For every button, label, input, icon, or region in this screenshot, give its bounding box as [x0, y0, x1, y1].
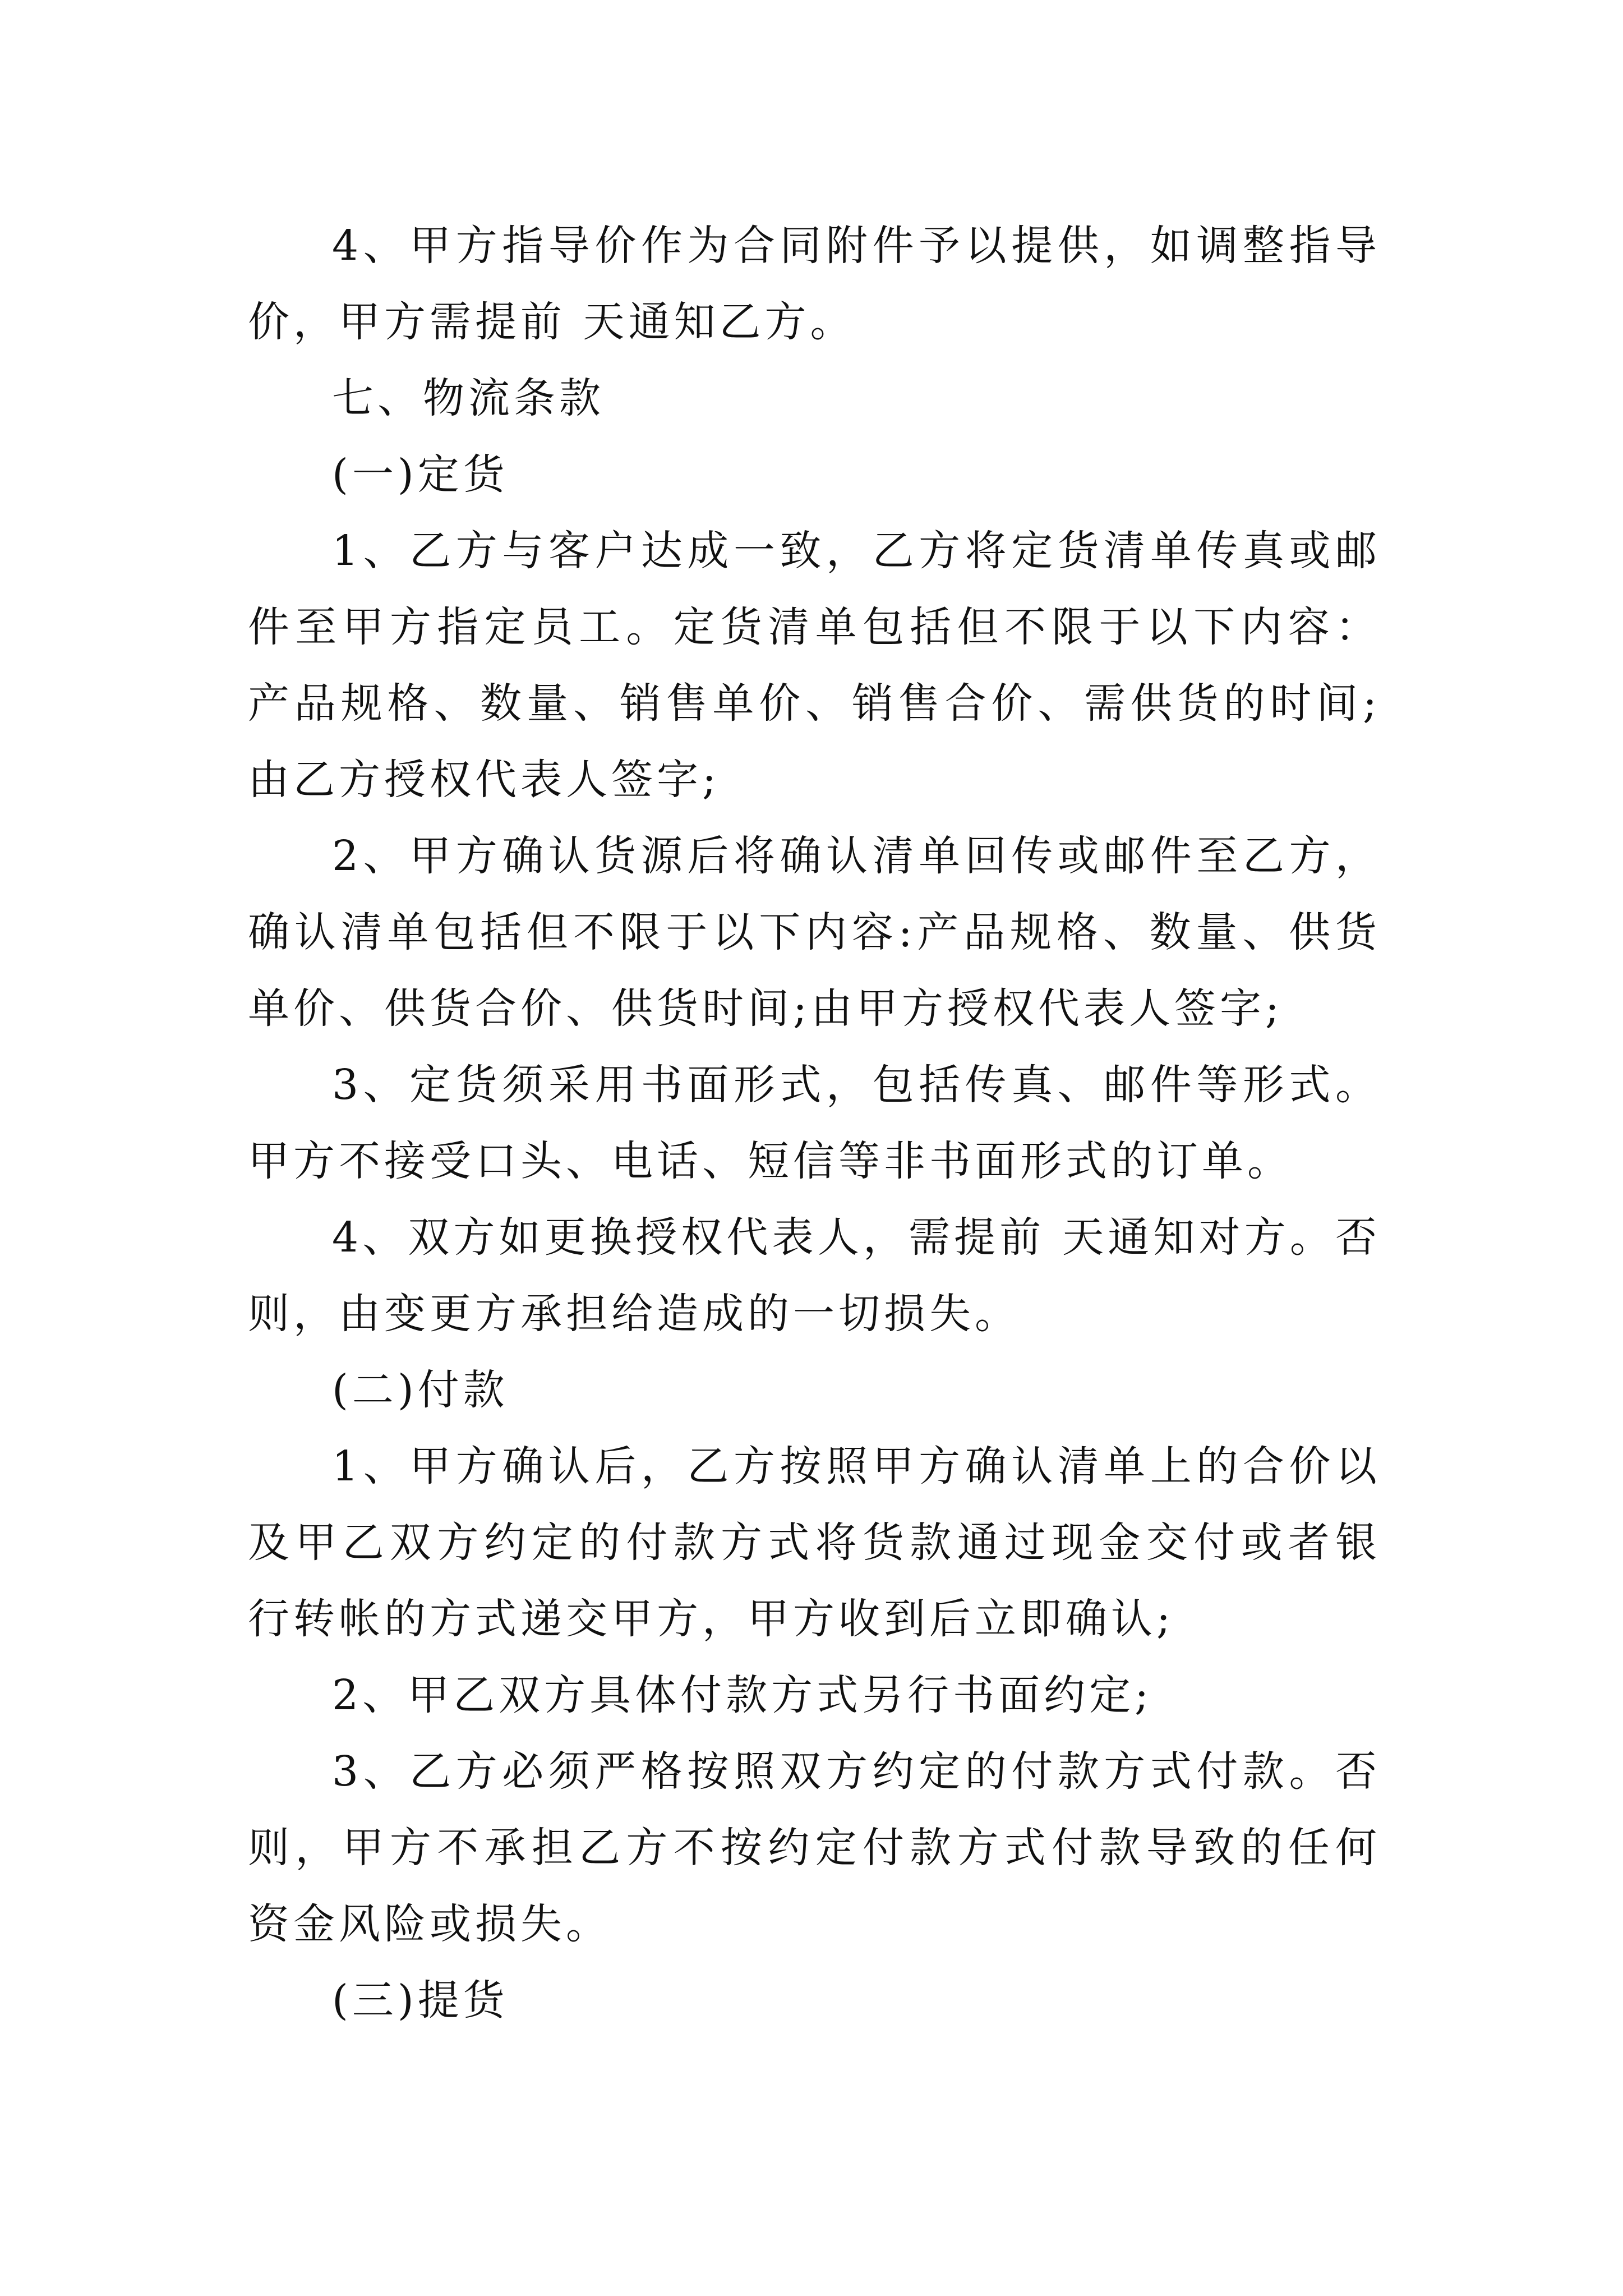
subsection-heading-pickup: (三)提货 — [332, 1976, 509, 2024]
document-body — [248, 208, 1381, 2039]
paragraph-ordering-1: 1、乙方与客户达成一致，乙方将定货清单传真或邮件至甲方指定员工。定货清单包括但不限于以下内容：产品规格、数量、销售单价、销售合价、需供货的时间;由乙方授权代表人签字; — [248, 527, 1381, 804]
paragraph-ordering-3: 3、定货须采用书面形式，包括传真、邮件等形式。甲方不接受口头、电话、短信等非书面形式的订单。 — [248, 1061, 1381, 1185]
paragraph-ordering-2: 2、甲方确认货源后将确认清单回传或邮件至乙方，确认清单包括但不限于以下内容:产品规格、数量、供货单价、供货合价、供货时间;由甲方授权代表人签字; — [248, 832, 1381, 1033]
paragraph-payment-3: 3、乙方必须严格按照双方约定的付款方式付款。否则，甲方不承担乙方不按约定付款方式付款导致的任何资金风险或损失。 — [248, 1747, 1381, 1948]
paragraph-ordering-4: 4、双方如更换授权代表人，需提前 天通知对方。否则，由变更方承担给造成的一切损失。 — [248, 1213, 1381, 1338]
paragraph-guide-price-clause: 4、甲方指导价作为合同附件予以提供，如调整指导价，甲方需提前 天通知乙方。 — [248, 222, 1381, 346]
subsection-heading-payment: (二)付款 — [332, 1366, 509, 1414]
paragraph-payment-1: 1、甲方确认后，乙方按照甲方确认清单上的合价以及甲乙双方约定的付款方式将货款通过现金交付或者银行转帐的方式递交甲方，甲方收到后立即确认; — [248, 1442, 1381, 1643]
paragraph-payment-2: 2、甲乙双方具体付款方式另行书面约定; — [332, 1671, 1153, 1719]
subsection-heading-ordering: (一)定货 — [332, 450, 509, 499]
section-heading-logistics: 七、物流条款 — [332, 374, 605, 422]
